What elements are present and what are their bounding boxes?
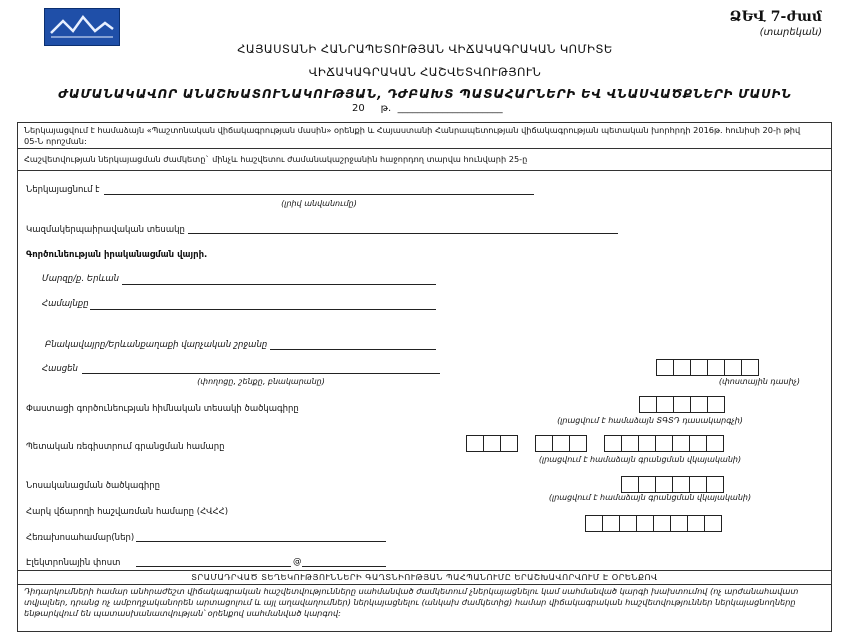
divider <box>17 170 832 171</box>
email-at: @ <box>293 557 302 567</box>
state-reg-caption: (լրացվում է համաձայն գրանցման վկայականի) <box>538 455 742 464</box>
taxpayer-id-boxes[interactable] <box>586 515 722 532</box>
org-legal-form-label: Կազմակերպաիրավական տեսակը <box>26 225 185 235</box>
form-code: ՁԵՎ 7-ժամ <box>729 9 822 25</box>
region-label: Մարզը/ք. Երևան <box>42 274 120 284</box>
ownership-code-boxes[interactable] <box>622 476 724 493</box>
activity-code-label: Փաստացի գործունեության հիմնական տեսակի ծածկագիրը <box>26 404 299 414</box>
region-field[interactable] <box>122 284 436 285</box>
email-label: Էլեկտրոնային փոստ <box>26 558 121 568</box>
org-legal-form-field[interactable] <box>188 233 618 234</box>
address-caption: (փողոցը, շենքը, բնակարանը) <box>197 377 325 386</box>
postal-code-boxes[interactable] <box>657 359 759 376</box>
address-field[interactable] <box>82 373 440 374</box>
year-blank[interactable]: _____________________ <box>397 103 503 114</box>
state-reg-boxes-1[interactable] <box>467 435 518 452</box>
settlement-field[interactable] <box>270 349 436 350</box>
taxpayer-id-label: Հարկ վճարողի հաշվառման համարը (ՀՎՀՀ) <box>26 507 229 517</box>
submitted-by-caption: (լրիվ անվանումը) <box>281 199 357 208</box>
email-user-field[interactable] <box>136 566 291 567</box>
divider <box>17 148 832 149</box>
page-title: ԺԱՄԱՆԱԿԱՎՈՐ ԱՆԱՇԽԱՏՈՒՆԱԿՈՒԹՅԱՆ, ԴԺԲԱԽՏ ՊԱՏԱՀԱՐՆԵՐԻ ԵՎ ՎՆԱՍՎԱԾՔՆԵՐԻ ՄԱՍԻՆ <box>58 87 792 101</box>
state-reg-boxes-2[interactable] <box>536 435 587 452</box>
community-label: Համայնքը <box>42 299 89 309</box>
header-report-type: ՎԻՃԱԿԱԳՐԱԿԱՆ ՀԱՇՎԵՏՎՈՒԹՅՈՒՆ <box>308 65 542 79</box>
year-line <box>352 103 503 114</box>
email-domain-field[interactable] <box>302 566 386 567</box>
legal-note: Ներկայացվում է համաձայն «Պաշտոնական վիճակագրության մասին» օրենքի և Հայաստանի Հանրապետության վիճակագրության պետական խորհրդի 2016թ. հունիսի 20-ի թիվ 05-Ն որոշման: <box>24 125 801 146</box>
disclaimer-note: Դիդարկումների համար անհրաժեշտ վիճակագրական հաշվետվությունները սահմանված ժամկետում չներկայացնելու կամ սահմանված կարգի խախտումով (ոչ արժանահավատ տվյալներ, դրանց ոչ ամբողջականորեն արտացոլում և այլ աղավաղումներ) ներկայացնելու (անկախ ժամկետից) համար վիճակագրական հաշվետվություններ ներկայացնողները ենթարկվում են պատասխանատվության՝ օրենքով սահմանված կարգով: <box>24 586 799 618</box>
year-prefix: 20 <box>352 103 365 114</box>
settlement-label: Բնակավայրը/Երևանքաղաքի վարչական շրջանը <box>45 340 268 350</box>
submitted-by-label: Ներկայացնում է <box>26 185 100 195</box>
statistics-logo <box>44 8 120 46</box>
divider <box>17 584 832 585</box>
deadline-note: Հաշվետվության ներկայացման ժամկետը` մինչև հաշվետու ժամանակաշրջանին հաջորդող տարվա հունվարի 25-ը <box>24 154 528 164</box>
postal-caption: (փոստային դասիչ) <box>718 377 800 386</box>
ownership-caption: (լրացվում է համաձայն գրանցման վկայականի) <box>548 493 752 502</box>
header-committee: ՀԱՅԱՍՏԱՆԻ ՀԱՆՐԱՊԵՏՈՒԹՅԱՆ ՎԻՃԱԿԱԳՐԱԿԱՆ ԿՈՄԻՏԵ <box>237 42 613 56</box>
ownership-code-label: Նոսականացման ծածկագիրը <box>26 481 161 491</box>
submitted-by-field[interactable] <box>104 194 534 195</box>
activity-caption: (լրացվում է համաձայն ՏԳՏԴ դասակարգչի) <box>557 416 743 425</box>
state-reg-boxes-3[interactable] <box>605 435 724 452</box>
activity-code-boxes[interactable] <box>640 396 725 413</box>
community-field[interactable] <box>90 309 436 310</box>
state-reg-label: Պետական ռեգիստրում գրանցման համարը <box>26 442 225 452</box>
form-period: (տարեկան) <box>759 27 822 38</box>
location-heading: Գործունեության իրականացման վայրի. <box>26 250 208 260</box>
phone-label: Հեռախոսահամար(ներ) <box>26 533 135 543</box>
confidentiality-note: ՏՐԱՄԱԴՐՎԱԾ ՏԵՂԵԿՈՒԹՅՈՒՆՆԵՐԻ ԳԱՂՏՆԻՈՒԹՅԱՆ ՊԱՀՊԱՆՈՒՄԸ ԵՐԱՇԽԱՎՈՐՎՈՒՄ Է ՕՐԵՆՔՈՎ <box>191 572 658 582</box>
phone-field[interactable] <box>136 541 386 542</box>
year-suffix: թ. <box>380 103 392 114</box>
address-label: Հասցեն <box>42 364 78 374</box>
divider <box>17 570 832 571</box>
